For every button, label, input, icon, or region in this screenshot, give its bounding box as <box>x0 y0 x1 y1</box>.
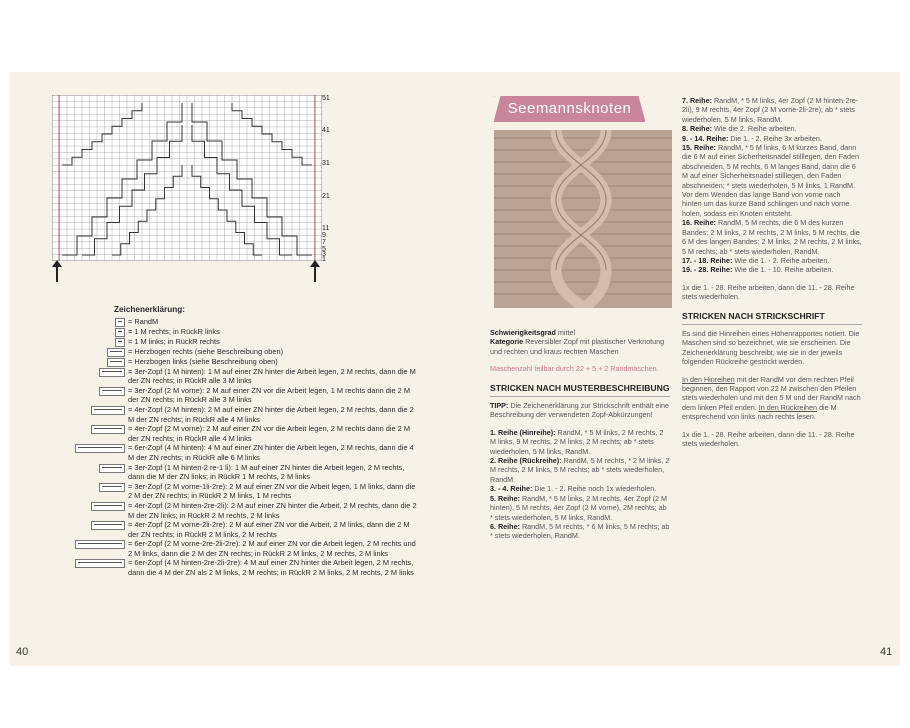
pattern-title: Seemannsknoten <box>494 96 645 122</box>
tipp-label: TIPP: <box>490 401 509 411</box>
legend-text: = 4er-Zopf (2 M vorne-2li-2re): 2 M auf einer ZN vor die Arbeit, 2 M links, dann die 2 M der ZN rechts; in RückR 2 M links, 2 M rechts <box>128 520 410 539</box>
stitch-count: Maschenzahl teilbar durch 22 + 5 + 2 Randmaschen. <box>490 364 659 374</box>
legend-text: = RandM <box>128 316 159 326</box>
legend-item <box>70 424 420 443</box>
row-instruction <box>682 124 862 133</box>
row-instruction <box>682 134 862 143</box>
row-label: 16. Reihe: <box>682 218 716 228</box>
legend-symbol-icon <box>75 559 125 568</box>
right-column <box>682 96 862 448</box>
row-label: 7 <box>322 239 326 246</box>
chart-intro: Es sind die Hinreihen eines Höhenrapportes notiert. Die Maschen sind so bezeichnet, wie sie erscheinen. Die Zeichenerklärung beschreibt, wie sie in der jeweils folgenden Rückreihe gestrickt werden. <box>682 328 860 367</box>
page-number-right: 41 <box>880 646 893 658</box>
repeat-note-2: 1x die 1. - 28. Reihe arbeiten, dann die 11. - 28. Reihe stets wiederholen. <box>682 429 855 448</box>
chart-row-labels <box>322 95 342 261</box>
knitting-chart <box>52 95 322 261</box>
row-label: 19. - 28. Reihe: <box>682 265 733 275</box>
legend-symbol-icon <box>115 328 125 337</box>
category-label: Kategorie <box>490 337 524 347</box>
repeat-note: 1x die 1. - 28. Reihe arbeiten, dann die 11. - 28. Reihe stets wiederholen. <box>682 282 855 302</box>
row-label: 11 <box>322 225 330 232</box>
row-label: 41 <box>322 127 330 134</box>
row-text: RandM, * 5 M links, 6 M kurzes Band, dann die 6 M auf einer Sicherheitsnadel stilllegen, den Faden abschneiden, 5 M rechts, 6 M langes Band, dann die 6 M auf einer Sicherheitsnadel stilllegen, den Faden abschneiden; * stets wiederholen, 5 M links, 1 RandM. Vor dem Wenden das lange Band von vorne nach hinten um das kurze Band schlingen und nach vorne holen, sodass ein Knoten entsteht. <box>682 143 860 218</box>
legend-item <box>70 386 420 405</box>
row-instruction <box>682 218 862 256</box>
row-label: 3. - 4. Reihe: <box>490 484 533 494</box>
row-text: Wie die 2. Reihe arbeiten. <box>713 124 797 134</box>
legend-item <box>70 482 420 501</box>
middle-column <box>490 328 670 541</box>
legend-text: = 3er-Zopf (2 M vorne): 2 M auf einer ZN vor die Arbeit legen, 1 M rechts dann die 2 M der ZN rechts; in RückR alle 3 M links <box>128 385 410 405</box>
row-label: 6. Reihe: <box>490 521 520 531</box>
row-text: Wie die 1. - 10. Reihe arbeiten. <box>734 265 834 275</box>
row-instruction <box>490 428 670 456</box>
legend-item <box>70 357 420 367</box>
legend-item <box>70 463 420 482</box>
tipp-text: Die Zeichenerklärung zur Strickschrift enthält eine Beschreibung der verwendeten Zopf-Abkürzungen! <box>490 401 669 420</box>
legend-symbol-icon <box>107 348 125 357</box>
legend-text: = 4er-Zopf (2 M vorne): 2 M auf einer ZN vor die Arbeit legen, 2 M rechts dann die 2 M der ZN rechts; in RückR alle 4 M links <box>128 424 410 443</box>
chart-legend <box>70 305 420 578</box>
category-value: Reversibler Zopf mit plastischer Verknotung und rechten und kraus rechten Maschen <box>490 337 665 356</box>
row-label: 1 <box>322 256 326 263</box>
page-number-left: 40 <box>16 646 29 658</box>
legend-item <box>70 367 420 386</box>
row-instruction <box>682 96 862 124</box>
legend-symbol-icon <box>91 425 125 434</box>
row-text: RandM, * 5 M links, 4er Zopf (2 M hinten-2re-2li), 9 M rechts, 4er Zopf (2 M vorne-2li-2re); ab * stets wiederholen, 5 M links, RandM. <box>682 96 859 124</box>
row-label: 31 <box>322 160 330 167</box>
row-label: 3 <box>322 251 326 258</box>
legend-symbol-icon <box>115 318 125 327</box>
row-instruction <box>490 522 670 541</box>
row-text: RandM, 5 M rechts, * 6 M links, 5 M rechts; ab * stets wiederholen, RandM. <box>490 521 670 541</box>
row-label: 8. Reihe: <box>682 124 712 134</box>
legend-text: = 6er-Zopf (4 M hinten): 4 M auf einer ZN hinter die Arbeit legen, 2 M rechts, dann die 4 M der ZN rechts; in RückR alle 6 M links <box>128 443 414 462</box>
row-text: RandM, * 5 M links, 2 M rechts, 2 M links, 9 M rechts, 2 M links, 2 M rechts; ab * stets wiederholen, 5 M links, RandM. <box>490 427 664 456</box>
legend-item <box>70 539 420 558</box>
legend-text: = Herzbogen links (siehe Beschreibung oben) <box>128 356 278 366</box>
legend-text: = 3er-Zopf (2 M vorne-1li-2re): 2 M auf einer ZN vor die Arbeit legen, 1 M links, dann die 2 M der ZN rechts; in RückR 2 M links, 1 M rechts <box>128 481 416 501</box>
row-label: 51 <box>322 95 330 102</box>
row-text: Die 1. - 2. Reihe noch 1x wiederholen. <box>534 484 657 494</box>
row-instruction <box>682 143 862 218</box>
legend-symbol-icon <box>107 358 125 367</box>
row-label: 5. Reihe: <box>490 493 520 503</box>
legend-symbol-icon <box>99 483 125 492</box>
right-arrow-icon <box>314 266 316 282</box>
legend-symbol-icon <box>115 338 125 347</box>
legend-text: = 4er-Zopf (2 M hinten): 2 M auf einer ZN hinter die Arbeit legen, 2 M rechts, dann die 2 M der ZN rechts; in RückR alle 4 M links <box>128 404 414 424</box>
chart-text-2: die M entsprechend von links nach rechts lesen. <box>682 402 837 422</box>
legend-text: = 1 M links; in RückR rechts <box>128 336 220 346</box>
legend-title: Zeichenerklärung: <box>114 305 185 314</box>
legend-text: = 4er-Zopf (2 M hinten-2re-2li): 2 M auf einer ZN hinter die Arbeit, 2 M rechts, dann die 2 M der ZN links; in RückR 2 M rechts, 2 M links <box>128 500 417 520</box>
legend-item <box>70 443 420 462</box>
legend-symbol-icon <box>91 502 125 511</box>
link-hinreihen: In den Hinreihen <box>682 374 735 384</box>
row-text: RandM, 5 M rechts, die 6 M des kurzen Bandes: 2 M links, 2 M rechts, 2 M links, 5 M rechts, die 6 M des langen Bandes: 2 M links, 2 M rechts, 2 M links, 5 M rechts; ab * stets wiederholen, RandM. <box>682 218 862 256</box>
difficulty-value: mittel <box>557 328 576 337</box>
legend-symbol-icon <box>99 387 125 396</box>
row-text: RandM, * 5 M links, 2 M rechts, 4er Zopf (2 M hinten), 5 M rechts, 4er Zopf (2 M vorne), 2M rechts; ab * stets wiederholen, 5 M links, RandM. <box>490 493 667 522</box>
chart-text-1: mit der RandM vor dem rechten Pfeil beginnen, den Rapport von 22 M zwischen den Pfeilen stets wiederholen und mit den 5 M und der RandM nach dem linken Pfeil enden. <box>682 374 861 412</box>
row-label: 7. Reihe: <box>682 96 712 105</box>
legend-item <box>70 347 420 357</box>
legend-symbol-icon <box>75 444 125 453</box>
heading-chart-knitting: STRICKEN NACH STRICKSCHRIFT <box>682 312 862 325</box>
legend-symbol-icon <box>99 368 125 377</box>
legend-text: = 6er-Zopf (4 M hinten-2re-2li-2re): 4 M auf einer ZN hinter die Arbeit legen, 2 M rechts, dann die 4 M der ZN als 2 M links, 2 M rechts; in RückR 2 M links, 2 M rechts, 2 M links <box>128 558 414 578</box>
row-instruction <box>490 456 670 484</box>
legend-symbol-icon <box>91 406 125 415</box>
row-instruction <box>490 484 670 493</box>
legend-text: = 1 M rechts; in RückR links <box>128 326 220 336</box>
row-label: 9. - 14. Reihe: <box>682 133 729 143</box>
legend-text: = 3er-Zopf (1 M hinten): 1 M auf einer ZN hinter die Arbeit legen, 2 M rechts, dann die M der ZN rechts; in RückR alle 3 M links <box>128 366 416 386</box>
left-arrow-icon <box>56 266 58 282</box>
row-text: Die 1. - 2. Reihe 3x arbeiten. <box>730 133 822 143</box>
legend-item <box>70 327 420 337</box>
legend-item <box>70 520 420 539</box>
row-label: 2. Reihe (Rückreihe): <box>490 456 562 466</box>
heading-pattern-description: STRICKEN NACH MUSTERBESCHREIBUNG <box>490 384 670 397</box>
row-text: RandM, 5 M rechts, * 2 M links, 2 M rechts, 2 M links, 5 M rechts; ab * stets wiederholen, RandM. <box>490 456 670 484</box>
row-label: 5 <box>322 246 326 253</box>
legend-symbol-icon <box>91 521 125 530</box>
difficulty-label: Schwierigkeitsgrad <box>490 328 556 337</box>
legend-item <box>70 405 420 424</box>
legend-item <box>70 317 420 327</box>
row-instruction <box>490 494 670 522</box>
legend-item <box>70 337 420 347</box>
legend-text: = 3er-Zopf (1 M hinten-2 re-1 li): 1 M auf einer ZN hinter die Arbeit legen, 2 M rechts, dann die M der ZN links; in RückR 1 M rechts, 2 M links <box>128 462 405 482</box>
legend-symbol-icon <box>99 464 125 473</box>
row-label: 9 <box>322 232 326 239</box>
row-instruction <box>682 256 862 265</box>
row-text: Wie die 1. - 2. Reihe arbeiten. <box>734 255 830 265</box>
row-label: 1. Reihe (Hinreihe): <box>490 427 556 437</box>
row-label: 15. Reihe: <box>682 143 716 153</box>
row-label: 17. - 18. Reihe: <box>682 255 733 265</box>
legend-item <box>70 558 420 577</box>
legend-symbol-icon <box>75 540 125 549</box>
legend-text: = Herzbogen rechts (siehe Beschreibung oben) <box>128 346 284 356</box>
row-label: 21 <box>322 193 330 200</box>
row-instruction <box>682 265 862 274</box>
knit-sample-photo <box>494 130 672 308</box>
legend-text: = 6er-Zopf (2 M vorne-2re-2li-2re): 2 M auf einer ZN vor die Arbeit legen, 2 M rechts und 2 M links, dann die 2 M der ZN rechts; in RückR 2 M links, 2 M rechts, 2 M links <box>128 539 416 558</box>
legend-item <box>70 501 420 520</box>
link-rueckreihen: In den Rückreihen <box>758 402 818 412</box>
